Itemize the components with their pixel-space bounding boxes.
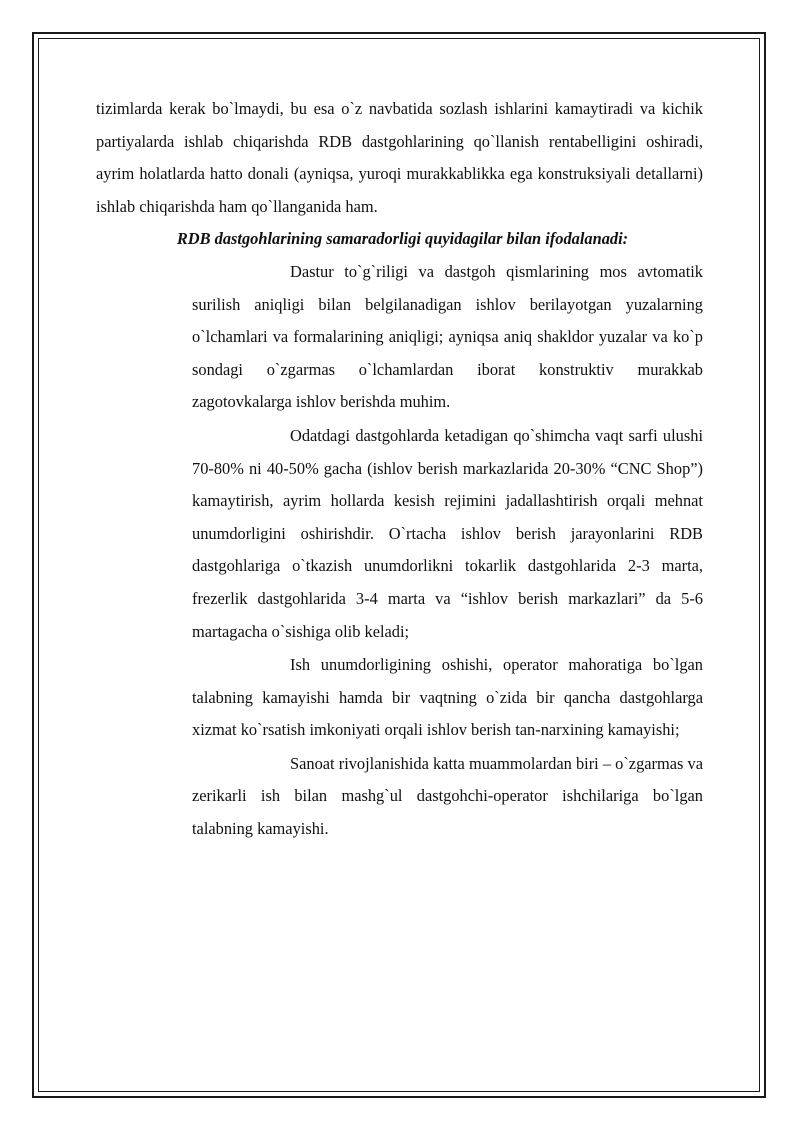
list-item-text: Sanoat rivojlanishida katta muammolardan biri – o`zgarmas va zerikarli ish bilan mashg`ul dastgohchi-operator ishchilariga bo`lgan talabning kamayishi. <box>192 753 703 839</box>
list-item <box>96 256 703 419</box>
intro-paragraph: tizimlarda kerak bo`lmaydi, bu esa o`z navbatida sozlash ishlarini kamaytiradi va kichik partiyalarda ishlab chiqarishda RDB dastgohlarining qo`llanish rentabelligini oshiradi, ayrim holatlarda hatto donali (ayniqsa, yuroqi murakkablikka ega konstruksiyali detallarni) ishlab chiqarishda ham qo`llanganida ham. <box>96 99 703 216</box>
document-body <box>96 93 703 846</box>
list-item-text: Odatdagi dastgohlarda ketadigan qo`shimcha vaqt sarfi ulushi 70-80% ni 40-50% gacha (ishlov berish markazlarida 20-30% “CNC Shop”) kamaytirish, ayrim hollarda kesish rejimini jadallashtirish orqali mehnat unumdorligini oshirishdir. O`rtacha ishlov berish jarayonlarini RDB dastgohlariga o`tkazish unumdorlikni tokarlik dastgohlarida 2-3 marta, frezerlik dastgohlarida 3-4 marta va “ishlov berish markazlari” da 5-6 martagacha o`sishiga olib keladi; <box>192 425 703 641</box>
list-item <box>96 649 703 747</box>
section-heading: RDB dastgohlarining samaradorligi quyidagilar bilan ifodalanadi: <box>176 229 629 249</box>
list-item <box>96 420 703 648</box>
list-item-text: Dastur to`g`riligi va dastgoh qismlarining mos avtomatik surilish aniqligi bilan belgilanadigan ishlov berilayotgan yuzalarning o`lchamlari va formalarining aniqligi; ayniqsa aniq shakldor yuzalar va ko`p sondagi o`zgarmas o`lchamlardan iborat konstruktiv murakkab zagotovkalarga ishlov berishda muhim. <box>192 261 703 412</box>
list-item-text: Ish unumdorligining oshishi, operator mahoratiga bo`lgan talabning kamayishi hamda bir vaqtning o`zida bir qancha dastgohlarga xizmat ko`rsatish imkoniyati orqali ishlov berish tan-narxining kamayishi; <box>192 655 703 740</box>
list-item <box>96 748 703 846</box>
